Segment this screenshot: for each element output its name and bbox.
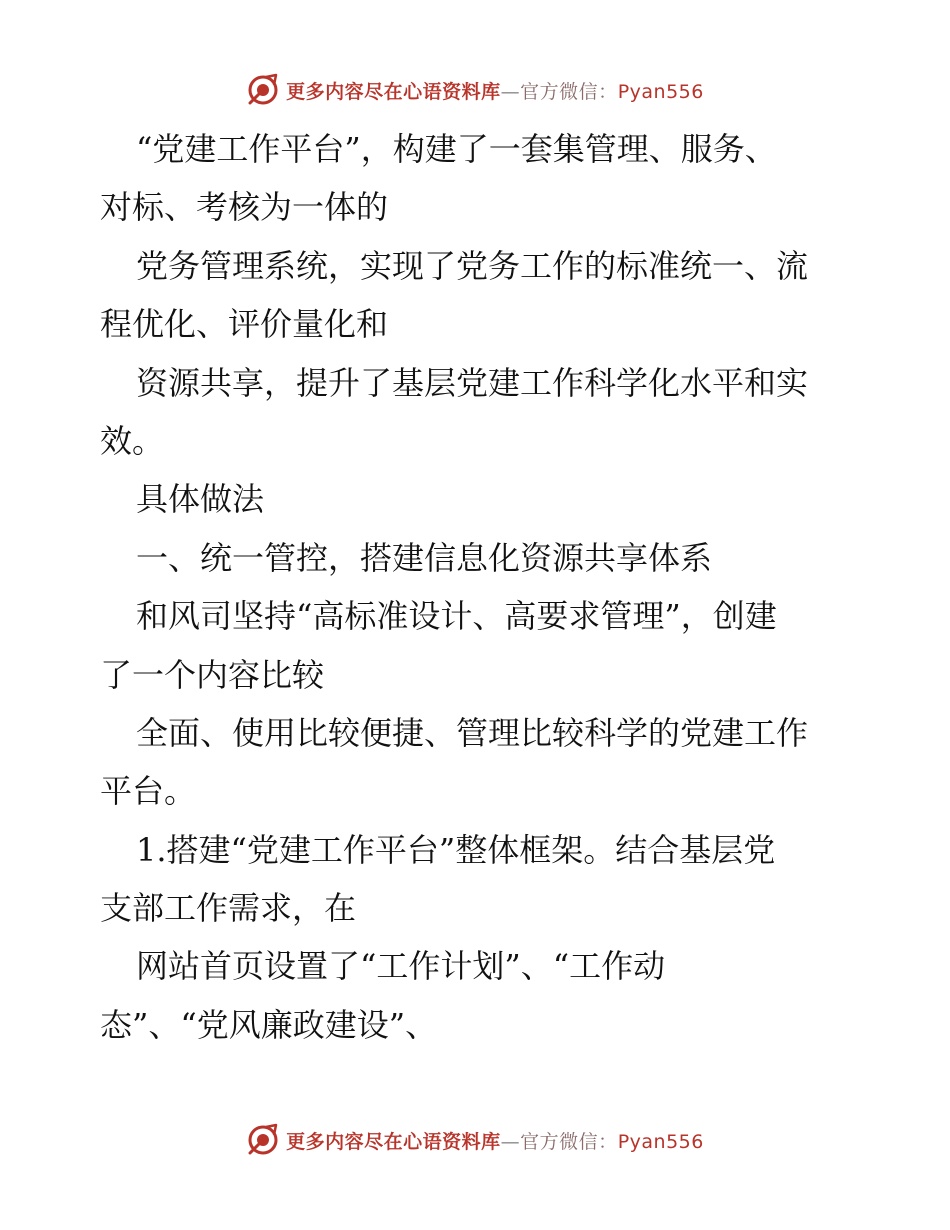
footer-library-name: 更多内容尽在心语资料库 [286, 1130, 501, 1153]
header-banner [0, 70, 950, 110]
text-line: 全面、使用比较便捷、管理比较科学的党建工作 [136, 713, 809, 752]
text-line: 支部工作需求，在 [100, 889, 357, 928]
text-line: 资源共享，提升了基层党建工作科学化水平和实 [136, 363, 809, 402]
footer-banner [0, 1120, 950, 1160]
text-line: 程优化、评价量化和 [100, 305, 389, 344]
header-library-name: 更多内容尽在心语资料库 [286, 80, 501, 103]
footer-wechat-id: Pyan556 [617, 1130, 704, 1153]
text-line: 了一个内容比较 [100, 655, 325, 694]
footer-wechat-label: 官方微信： [520, 1130, 618, 1153]
text-line: 平台。 [100, 772, 197, 811]
text-line: 态”、“党风廉政建设”、 [100, 1005, 438, 1044]
footer-text [286, 1127, 704, 1154]
header-separator: — [500, 80, 521, 103]
library-logo-icon [246, 1123, 280, 1157]
subsection-heading: 一、统一管控，搭建信息化资源共享体系 [136, 538, 713, 577]
header-wechat-id: Pyan556 [617, 80, 704, 103]
library-logo-icon [246, 73, 280, 107]
text-line: “党建工作平台”，构建了一套集管理、服务、 [136, 130, 777, 168]
header-wechat-label: 官方微信： [520, 80, 618, 103]
text-line: 和风司坚持“高标准设计、高要求管理”，创建 [136, 597, 777, 636]
text-line: 1.搭建“党建工作平台”整体框架。结合基层党 [136, 830, 776, 869]
text-line: 党务管理系统，实现了党务工作的标准统一、流 [136, 246, 809, 285]
text-line: 对标、考核为一体的 [100, 188, 389, 227]
footer-separator: — [500, 1130, 521, 1153]
document-body [100, 120, 860, 1054]
text-line: 网站首页设置了“工作计划”、“工作动 [136, 947, 666, 986]
header-text [286, 77, 704, 104]
text-line: 效。 [100, 421, 165, 460]
section-heading: 具体做法 [136, 480, 265, 519]
